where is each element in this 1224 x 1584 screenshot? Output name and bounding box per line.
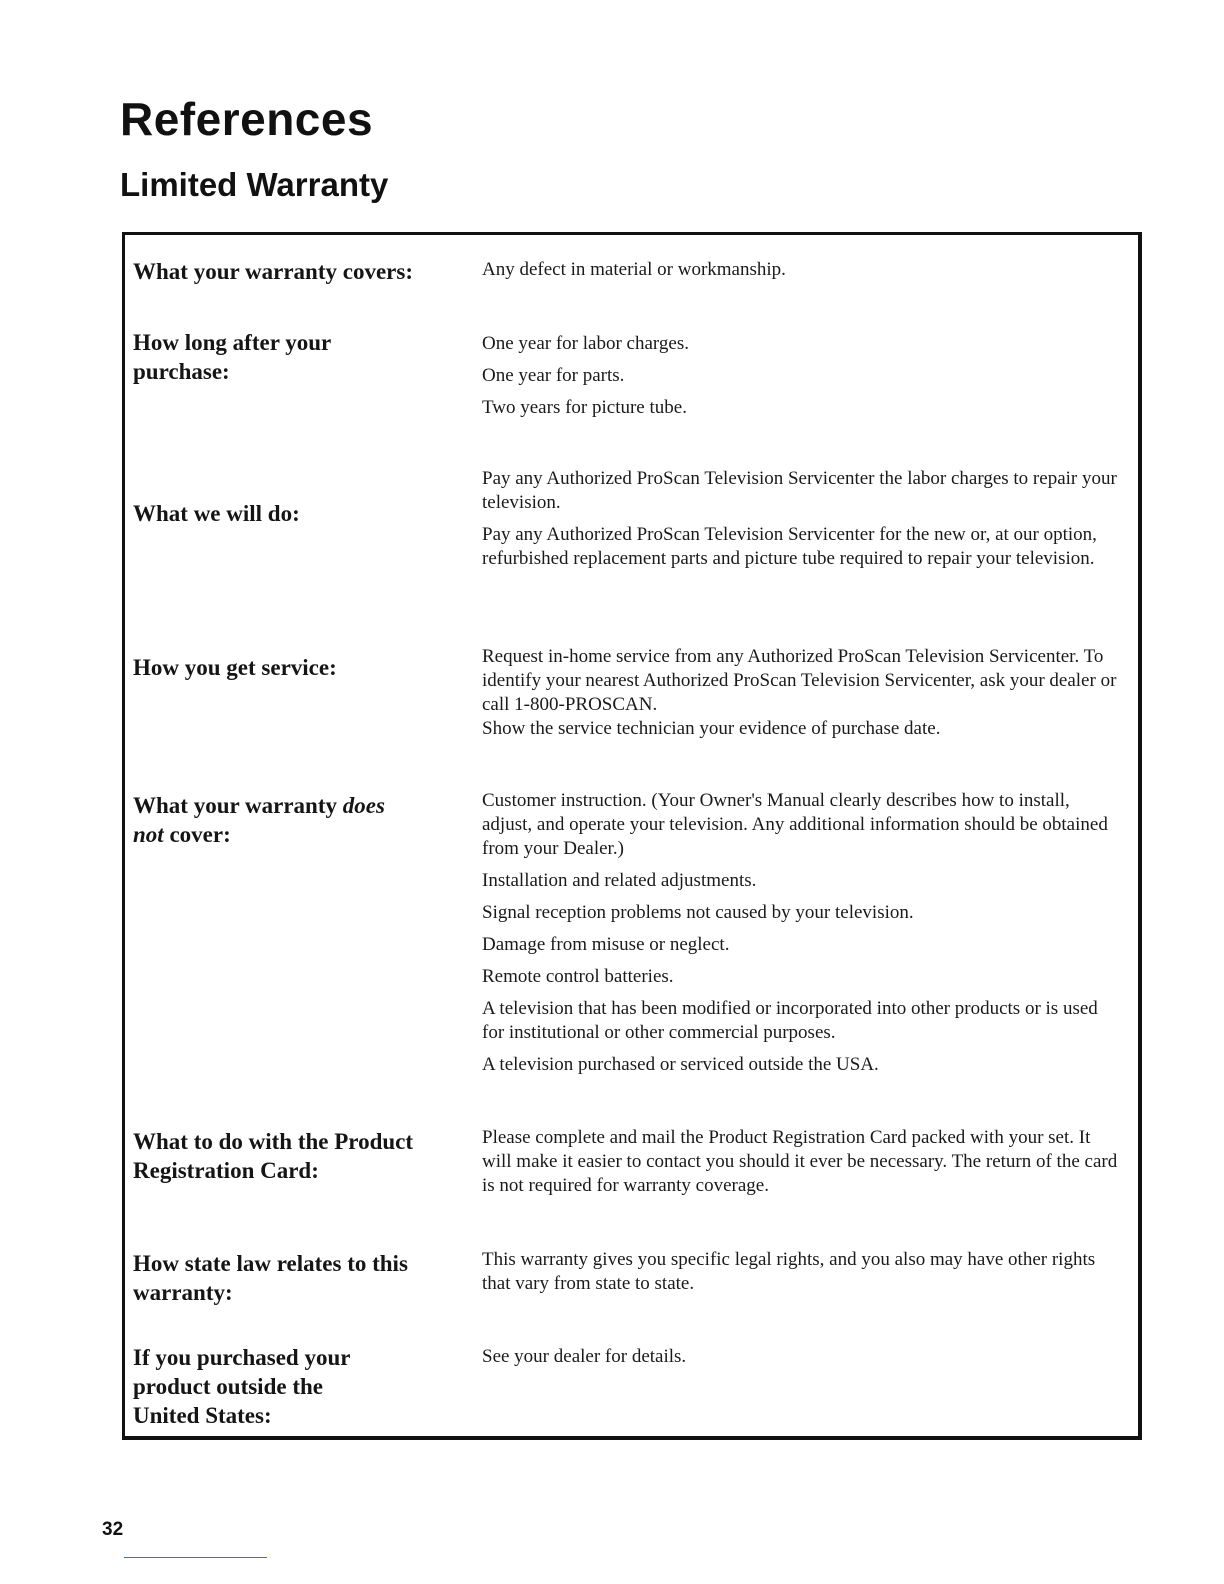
footer-divider xyxy=(124,1557,267,1558)
service-line: Show the service technician your evidence of purchase date. xyxy=(482,718,941,739)
label-warranty-duration xyxy=(133,328,463,386)
label-emphasis: not xyxy=(133,822,164,847)
content-warranty-duration xyxy=(482,332,1122,420)
we-do-line: Pay any Authorized ProScan Television Servicenter the labor charges to repair your television. xyxy=(482,468,1117,513)
exclusion-item: Remote control batteries. xyxy=(482,966,674,987)
label-what-we-do: What we will do: xyxy=(133,501,300,526)
label-line: United States: xyxy=(133,1403,272,1428)
content-registration-card xyxy=(482,1126,1122,1198)
exclusion-item: A television that has been modified or incorporated into other products or is used for institutional or other commercial purposes. xyxy=(482,998,1098,1043)
label-line: What to do with the Product xyxy=(133,1129,414,1154)
content-get-service xyxy=(482,645,1122,741)
label-text: cover: xyxy=(163,822,231,847)
label-line: How state law relates to this xyxy=(133,1251,408,1276)
label-line: Registration Card: xyxy=(133,1158,319,1183)
duration-line: One year for labor charges. xyxy=(482,333,689,354)
exclusion-item: Signal reception problems not caused by your television. xyxy=(482,902,914,923)
page-title: References xyxy=(120,93,374,145)
label-registration-card xyxy=(133,1127,463,1185)
content-what-we-do xyxy=(482,467,1122,571)
registration-line: Please complete and mail the Product Registration Card packed with your set. It will make it easier to contact you should it ever be necessary. The return of the card is not required for warranty coverage. xyxy=(482,1127,1118,1196)
page-number: 32 xyxy=(102,1519,124,1540)
exclusion-item: Customer instruction. (Your Owner's Manual clearly describes how to install, adjust, and operate your television. Any additional information should be obtained from your Dealer.) xyxy=(482,790,1108,859)
label-not-covered xyxy=(133,791,463,849)
label-warranty-covers: What your warranty covers: xyxy=(133,259,413,284)
content-not-covered xyxy=(482,789,1122,1077)
label-emphasis: does xyxy=(342,793,385,818)
covers-line: Any defect in material or workmanship. xyxy=(482,259,786,280)
content-outside-us xyxy=(482,1345,1122,1369)
exclusion-item: A television purchased or serviced outside the USA. xyxy=(482,1054,879,1075)
warranty-table xyxy=(122,232,1142,1440)
label-get-service: How you get service: xyxy=(133,655,337,680)
label-line: purchase: xyxy=(133,359,230,384)
label-line: product outside the xyxy=(133,1374,323,1399)
label-text: What your warranty xyxy=(133,793,343,818)
section-title: Limited Warranty xyxy=(120,166,389,203)
service-line: Request in-home service from any Authorized ProScan Television Servicenter. To identify your nearest Authorized ProScan Television Servicenter, ask your dealer or call 1-800-PROSCAN. xyxy=(482,646,1117,715)
content-warranty-covers xyxy=(482,258,1122,282)
we-do-line: Pay any Authorized ProScan Television Servicenter for the new or, at our option, refurbished replacement parts and picture tube required to repair your television. xyxy=(482,524,1097,569)
label-line: If you purchased your xyxy=(133,1345,351,1370)
label-line: warranty: xyxy=(133,1280,233,1305)
content-state-law xyxy=(482,1248,1122,1296)
label-outside-us xyxy=(133,1343,463,1430)
duration-line: One year for parts. xyxy=(482,365,625,386)
exclusion-item: Damage from misuse or neglect. xyxy=(482,934,730,955)
outside-us-line: See your dealer for details. xyxy=(482,1346,687,1367)
label-line: How long after your xyxy=(133,330,332,355)
state-law-line: This warranty gives you specific legal rights, and you also may have other rights that vary from state to state. xyxy=(482,1249,1096,1294)
exclusion-item: Installation and related adjustments. xyxy=(482,870,757,891)
duration-line: Two years for picture tube. xyxy=(482,397,687,418)
label-state-law xyxy=(133,1249,463,1307)
